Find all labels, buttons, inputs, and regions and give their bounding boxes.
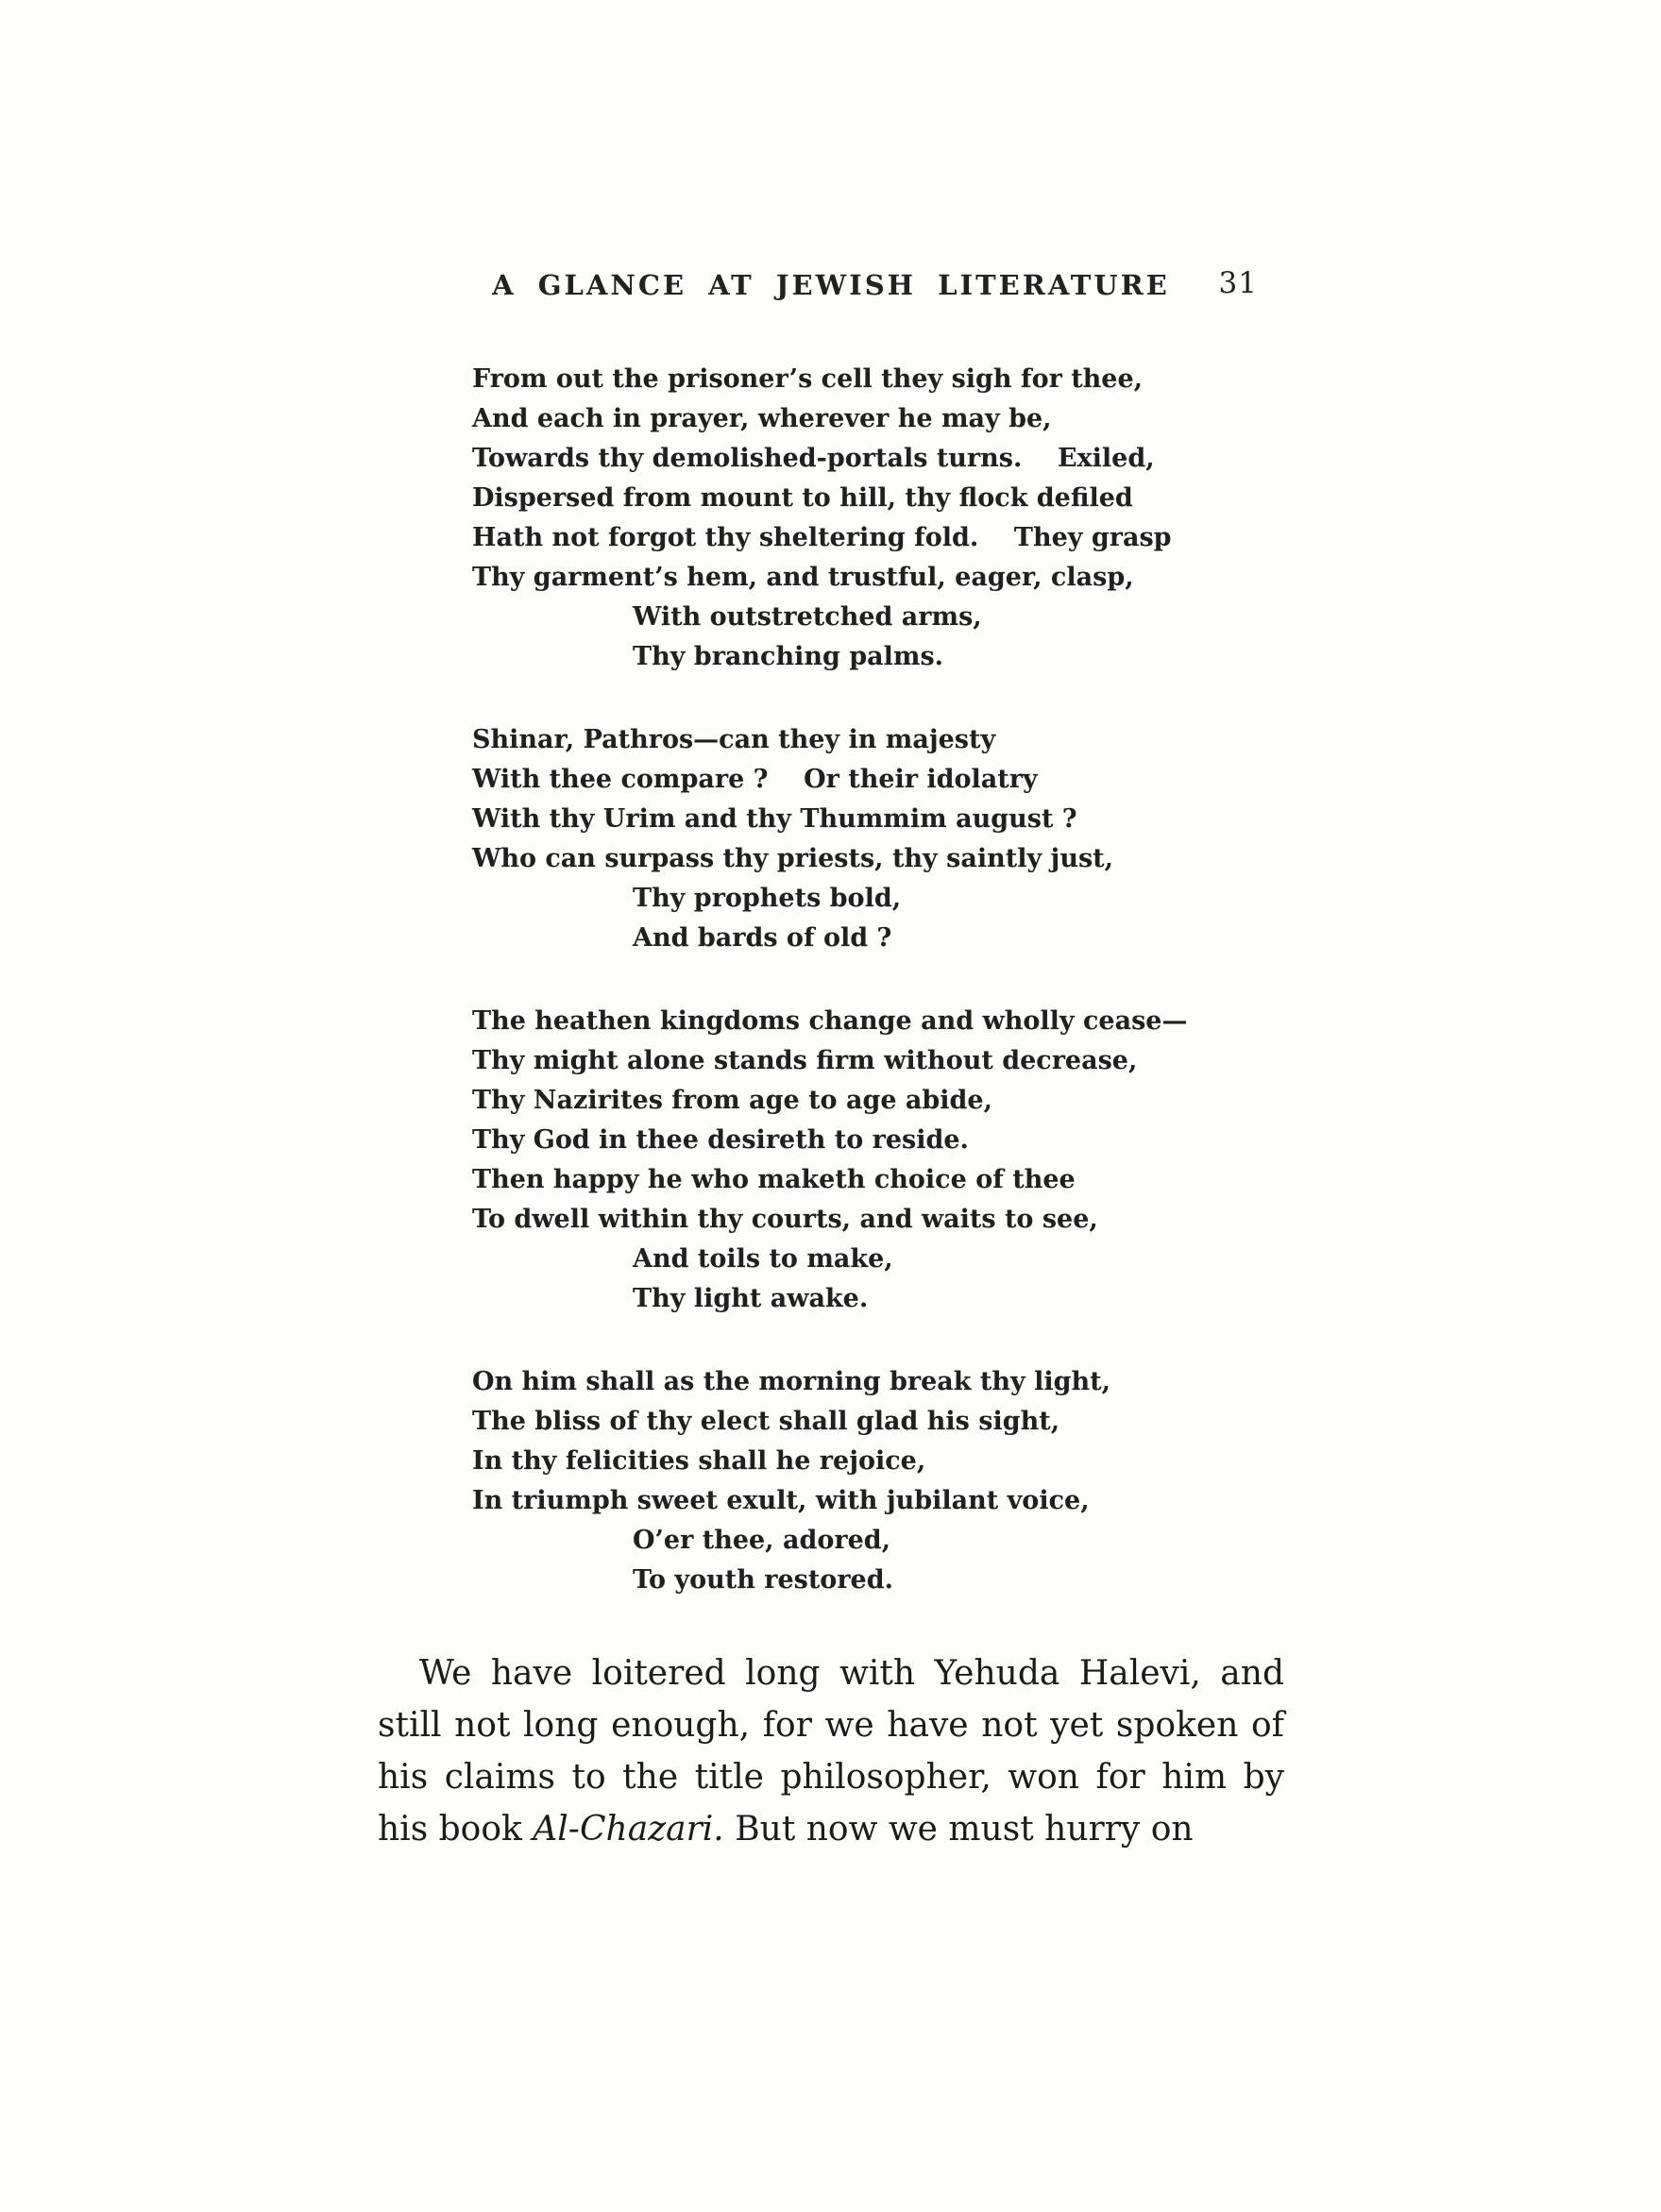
text-block xyxy=(378,266,1284,1855)
poem-line: And bards of old ? xyxy=(633,923,892,953)
poem-line: Hath not forgot thy sheltering fold. They grasp xyxy=(472,523,1172,552)
book-title-italic: Al-Chazari. xyxy=(533,1810,724,1849)
stanza-4 xyxy=(472,1362,1284,1600)
poem-line: Then happy he who maketh choice of thee xyxy=(472,1165,1076,1194)
poem-line: Thy prophets bold, xyxy=(633,884,902,913)
poem-line: O’er thee, adored, xyxy=(633,1526,891,1555)
poem-line: With thy Urim and thy Thummim august ? xyxy=(472,804,1077,834)
poem-line: The bliss of thy elect shall glad his sight, xyxy=(472,1407,1060,1436)
prose-text-after: But now we must hurry on xyxy=(723,1810,1194,1849)
page-number: 31 xyxy=(1218,266,1258,300)
poem-line: Thy Nazirites from age to age abide, xyxy=(472,1086,992,1115)
poem-line: Thy might alone stands firm without decrease, xyxy=(472,1046,1138,1075)
poem-line: Shinar, Pathros—can they in majesty xyxy=(472,725,996,754)
prose-paragraph xyxy=(378,1647,1284,1855)
stanza-3 xyxy=(472,1002,1284,1319)
poem-line: On him shall as the morning break thy light, xyxy=(472,1367,1110,1396)
prose-text-before: We have loitered long with Yehuda Halevi, and still not long enough, for we have not yet spoken of his claims to the title philosopher, won for him by his book xyxy=(378,1654,1284,1849)
running-title: A GLANCE AT JEWISH LITERATURE xyxy=(492,269,1170,301)
stanza-2 xyxy=(472,720,1284,958)
stanza-1 xyxy=(472,360,1284,677)
poem-line: Thy light awake. xyxy=(633,1284,869,1313)
poem-line: To youth restored. xyxy=(633,1565,893,1595)
poem-line: Thy God in thee desireth to reside. xyxy=(472,1125,969,1155)
poem-line: Dispersed from mount to hill, thy flock defiled xyxy=(472,483,1133,513)
poem-line: With thee compare ? Or their idolatry xyxy=(472,765,1038,794)
poem-line: Thy garment’s hem, and trustful, eager, clasp, xyxy=(472,563,1134,592)
poem-line: With outstretched arms, xyxy=(633,602,982,632)
page-header xyxy=(378,266,1284,311)
poem-line: And toils to make, xyxy=(633,1244,893,1274)
poem-line: In thy felicities shall he rejoice, xyxy=(472,1446,926,1476)
poem-line: Who can surpass thy priests, thy saintly just, xyxy=(472,844,1114,873)
poem-line: In triumph sweet exult, with jubilant voice, xyxy=(472,1486,1090,1515)
poem-line: Thy branching palms. xyxy=(633,642,944,671)
poem-line: From out the prisoner’s cell they sigh for thee, xyxy=(472,364,1144,394)
poem-line: The heathen kingdoms change and wholly cease— xyxy=(472,1006,1188,1036)
poem-line: Towards thy demolished-portals turns. Exiled, xyxy=(472,444,1155,473)
poem xyxy=(378,360,1284,1600)
poem-line: And each in prayer, wherever he may be, xyxy=(472,404,1052,433)
poem-line: To dwell within thy courts, and waits to see, xyxy=(472,1205,1098,1234)
